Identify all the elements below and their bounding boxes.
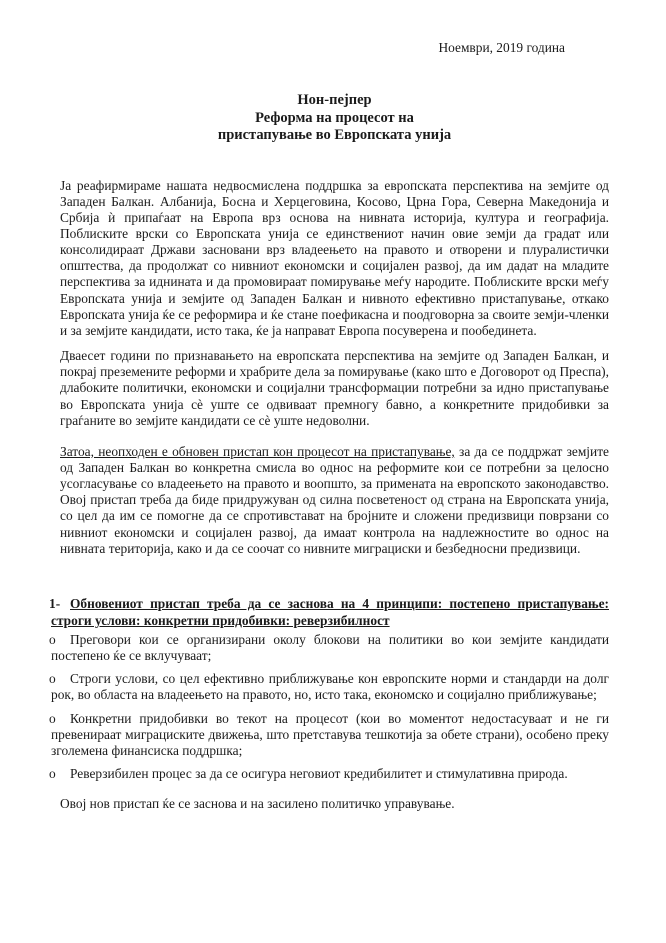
bullet-marker: o [49,671,56,687]
document-title-line3: пристапување во Европската унија [217,127,452,143]
document-title-line1: Нон-пејпер [297,92,372,108]
bullet-item [51,671,609,703]
bullet-marker: o [49,710,56,726]
bullet-marker: o [49,766,56,782]
bullet-item [51,632,609,664]
document-title [60,92,609,145]
section-heading [51,595,609,629]
paragraph-1: Ја реафирмираме нашата недвосмислена поддршка за европската перспектива на земјите од Западен Балкан. Албанија, Босна и Херцеговина, Косово, Црна Гора, Северна Македонија и Србија ѝ припаѓаат на Европа врз основа на нивната историја, култура и географија. Поблиските врски со Европската унија се единствениот начин овие земји да градат или консолидираат Држави засновани врз владеењето на правото и отворени и плуралистички општества, да продолжат со нивниот економски и социјален развој, да им дадат на младите перспектива за иднината и да промовираат помирување меѓу народите. Поблиските врски меѓу Европската унија и земјите од Западен Балкан и нивното ефективно пристапување, откако Европската унија ќе се реформира и ќе стане поефикасна и поодговорна за своите земји-членки и за земјите кандидати, исто така, ќе ја направат Европа посуверена и пообединета. [60,177,609,338]
paragraph-3 [60,444,609,557]
closing-paragraph: Овој нов пристап ќе се заснова и на засилено политичко управување. [60,796,455,812]
section-number: 1- [49,595,61,611]
document-title-line2: Реформа на процесот на [255,109,414,126]
bullet-text: Преговори кои се организирани околу блокови на политики во кои земјите кандидати постепено ќе се вклучуваат; [51,631,609,664]
bullet-marker: o [49,631,56,647]
paragraph-3-rest: за да се поддржат земјите од Западен Балкан во конкретна смисла во однос на реформите кои се потребни за целосно усогласување со владеењето на правото и воопшто, за примената на европското законодавство. Овој пристап треба да биде придружуван од силна посветеност од страна на Европската унија, со цел да им се помогне да се спротивстават на бројните и сложени предизвици поврзани со нивниот економски и социјален развој, да имаат контрола на надлежностите во однос на нивната територија, како и да се соочат со нивните миграциски и безбедносни предизвици. [60,443,609,556]
bullet-item [51,711,609,759]
bullet-text: Строги услови, со цел ефективно приближување кон европските норми и стандарди на долг рок, во областа на владеењето на правото, но, исто така, економско и социјално приближување; [51,671,609,703]
paragraph-2: Дваесет години по признавањето на европската перспектива на земјите од Западен Балкан, и покрај преземените реформи и храбрите дела за помирување (како што е Договорот од Преспа), длабоките политички, економски и социјални трансформации потребни за идно пристапување во Европската унија сè уште се одвиваат премногу бавно, а конкретните придобивки за граѓаните во земјите кандидати се сè уште недоволни. [60,348,609,428]
section-heading-text: Обновениот пристап треба да се заснова на 4 принципи: постепено пристапување: строги услови: конкретни придобивки: реверзибилност [51,595,609,628]
bullet-text: Конкретни придобивки во текот на процесот (кои во моментот недостасуваат и не ги превенираат миграциските движења, што претставува тешкотија за обете страни), особено преку зголемена финансиска поддршка; [51,710,609,758]
bullet-item [51,766,609,782]
date-line: Ноември, 2019 година [438,40,565,55]
bullet-text: Реверзибилен процес за да се осигура неговиот кредибилитет и стимулативна природа. [70,766,568,782]
paragraph-3-underlined: Затоа, неопходен е обновен пристап кон процесот на пристапување, [60,443,455,459]
